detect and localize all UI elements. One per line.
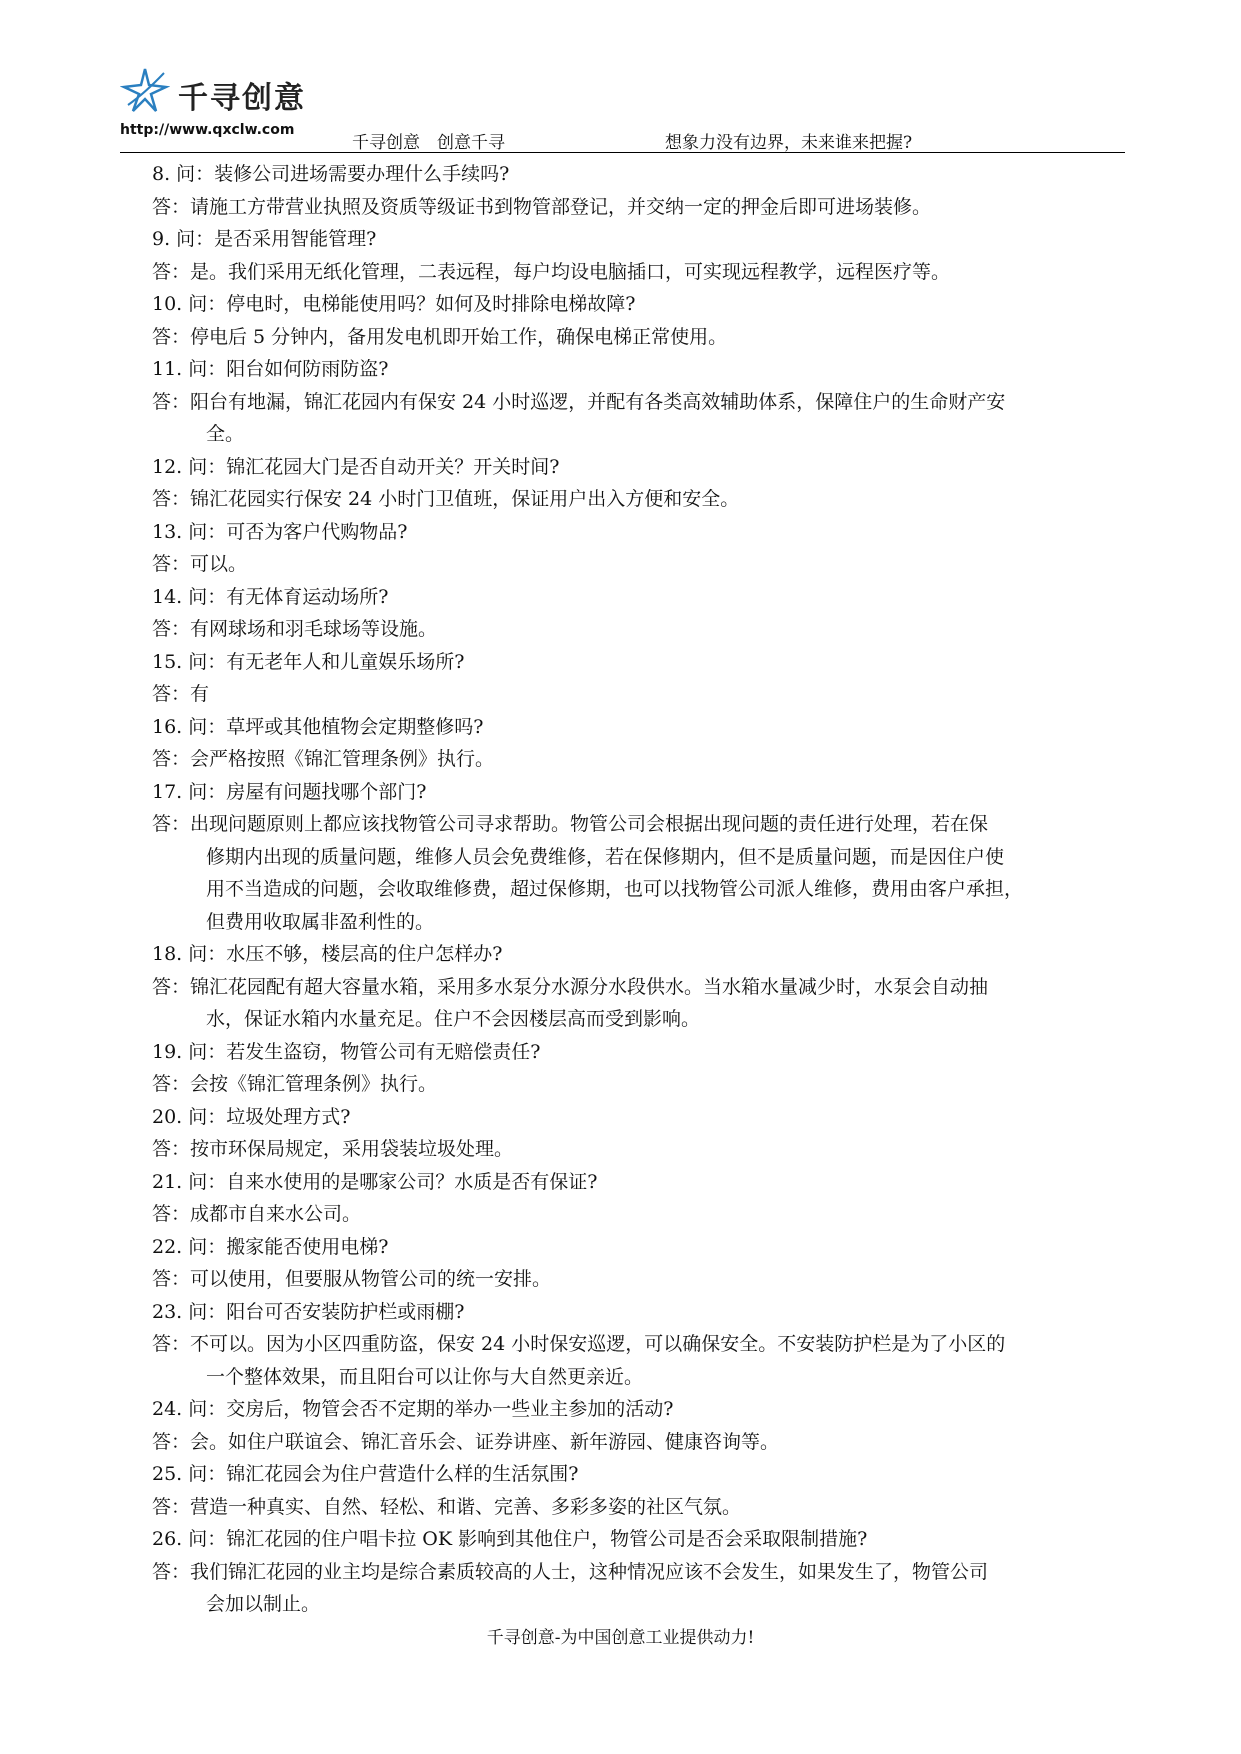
question-line: 10. 问：停电时，电梯能使用吗？如何及时排除电梯故障? xyxy=(152,293,636,315)
answer-line: 答：会。如住户联谊会、锦汇音乐会、证券讲座、新年游园、健康咨询等。 xyxy=(152,1430,780,1453)
question-line: 15. 问：有无老年人和儿童娱乐场所? xyxy=(152,650,465,673)
question-line: 9. 问：是否采用智能管理? xyxy=(152,228,377,250)
answer-line: 答：可以。 xyxy=(152,553,248,575)
question-line: 18. 问：水压不够，楼层高的住户怎样办? xyxy=(152,943,503,965)
question-line: 12. 问：锦汇花园大门是否自动开关？开关时间? xyxy=(152,455,560,478)
question-line: 20. 问：垃圾处理方式? xyxy=(152,1105,351,1128)
answer-line: 答：锦汇花园配有超大容量水箱，采用多水泵分水源分水段供水。当水箱水量减少时，水泵会自动抽 xyxy=(152,975,989,998)
question-line: 17. 问：房屋有问题找哪个部门? xyxy=(152,780,427,803)
question-line: 16. 问：草坪或其他植物会定期整修吗? xyxy=(152,715,484,738)
answer-line: 答：成都市自来水公司。 xyxy=(152,1203,362,1225)
answer-continuation-line: 但费用收取属非盈利性的。 xyxy=(206,910,435,933)
faq-content xyxy=(152,158,1122,1621)
answer-continuation-line: 用不当造成的问题，会收取维修费，超过保修期，也可以找物管公司派人维修，费用由客户承担， xyxy=(206,878,1024,900)
answer-line: 答：会严格按照《锦汇管理条例》执行。 xyxy=(152,748,495,770)
question-line: 11. 问：阳台如何防雨防盗? xyxy=(152,358,389,380)
header-slogan-left: 千寻创意 创意千寻 xyxy=(352,133,505,153)
answer-continuation-line: 水，保证水箱内水量充足。住户不会因楼层高而受到影响。 xyxy=(206,1008,701,1030)
question-line: 23. 问：阳台可否安装防护栏或雨棚? xyxy=(152,1300,465,1323)
answer-line: 答：停电后 5 分钟内，备用发电机即开始工作，确保电梯正常使用。 xyxy=(152,325,728,348)
answer-line: 答：是。我们采用无纸化管理，二表远程，每户均设电脑插口，可实现远程教学，远程医疗等。 xyxy=(152,260,951,283)
header-slogan-right: 想象力没有边界，未来谁来把握? xyxy=(665,133,913,153)
page-footer: 千寻创意-为中国创意工业提供动力! xyxy=(486,1628,755,1648)
answer-continuation-line: 全。 xyxy=(206,423,245,445)
brand-name: 千寻创意 xyxy=(178,81,306,116)
question-line: 14. 问：有无体育运动场所? xyxy=(152,585,389,608)
question-line: 26. 问：锦汇花园的住户唱卡拉 OK 影响到其他住户，物管公司是否会采取限制措施? xyxy=(152,1528,868,1550)
star-logo-icon xyxy=(120,65,170,115)
question-line: 22. 问：搬家能否使用电梯? xyxy=(152,1235,389,1258)
answer-line: 答：我们锦汇花园的业主均是综合素质较高的人士，这种情况应该不会发生，如果发生了，物管公司 xyxy=(152,1560,989,1583)
answer-line: 答：阳台有地漏，锦汇花园内有保安 24 小时巡逻，并配有各类高效辅助体系，保障住户的生命财产安 xyxy=(152,390,1006,413)
site-url[interactable]: http://www.qxclw.com xyxy=(120,122,295,138)
question-line: 25. 问：锦汇花园会为住户营造什么样的生活氛围? xyxy=(152,1463,579,1485)
answer-continuation-line: 会加以制止。 xyxy=(206,1593,321,1615)
answer-line: 答：请施工方带营业执照及资质等级证书到物管部登记，并交纳一定的押金后即可进场装修。 xyxy=(152,195,932,218)
answer-line: 答：出现问题原则上都应该找物管公司寻求帮助。物管公司会根据出现问题的责任进行处理，若在保 xyxy=(152,813,989,835)
answer-line: 答：有网球场和羽毛球场等设施。 xyxy=(152,618,438,640)
answer-line: 答：有 xyxy=(152,683,210,705)
page-header xyxy=(120,55,1125,155)
answer-continuation-line: 修期内出现的质量问题，维修人员会免费维修，若在保修期内，但不是质量问题，而是因住户使 xyxy=(206,845,1005,868)
answer-line: 答：不可以。因为小区四重防盗，保安 24 小时保安巡逻，可以确保安全。不安装防护栏是为了小区的 xyxy=(152,1333,1006,1355)
answer-line: 答：会按《锦汇管理条例》执行。 xyxy=(152,1073,438,1095)
answer-continuation-line: 一个整体效果，而且阳台可以让你与大自然更亲近。 xyxy=(206,1365,644,1388)
header-divider xyxy=(120,152,1125,153)
answer-line: 答：锦汇花园实行保安 24 小时门卫值班，保证用户出入方便和安全。 xyxy=(152,488,740,510)
question-line: 19. 问：若发生盗窃，物管公司有无赔偿责任? xyxy=(152,1040,541,1063)
question-line: 21. 问：自来水使用的是哪家公司？水质是否有保证? xyxy=(152,1170,598,1193)
answer-line: 答：按市环保局规定，采用袋装垃圾处理。 xyxy=(152,1138,514,1160)
question-line: 24. 问：交房后，物管会否不定期的举办一些业主参加的活动? xyxy=(152,1398,674,1420)
answer-line: 答：营造一种真实、自然、轻松、和谐、完善、多彩多姿的社区气氛。 xyxy=(152,1495,742,1518)
question-line: 13. 问：可否为客户代购物品? xyxy=(152,520,408,543)
question-line: 8. 问：装修公司进场需要办理什么手续吗? xyxy=(152,163,510,185)
answer-line: 答：可以使用，但要服从物管公司的统一安排。 xyxy=(152,1268,552,1290)
